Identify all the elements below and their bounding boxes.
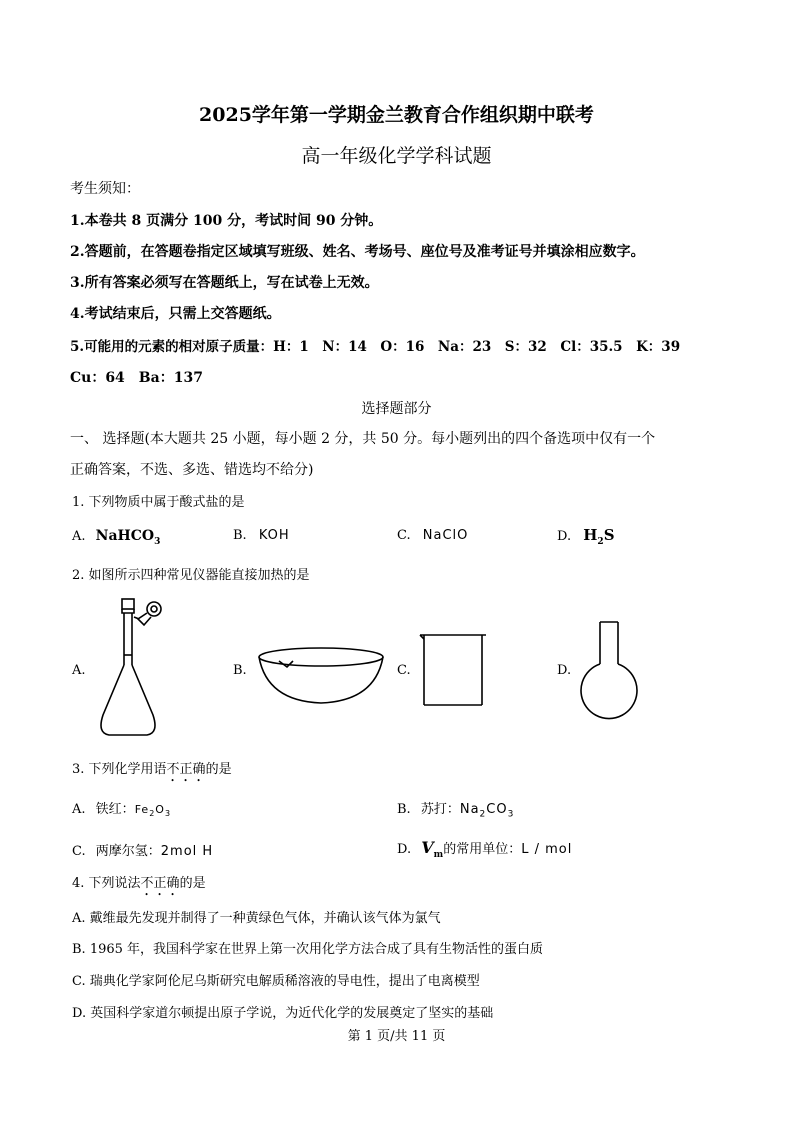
q3-emphasis: 不正确 bbox=[166, 762, 206, 777]
exam-subtitle: 高一年级化学学科试题 bbox=[301, 145, 492, 167]
notice-item-1: 1.本卷共 8 页满分 100 分，考试时间 90 分钟。 bbox=[70, 213, 383, 229]
page-footer: 第 1 页/共 11 页 bbox=[347, 1029, 446, 1044]
q2-stem: 2. 如图所示四种常见仪器能直接加热的是 bbox=[72, 568, 310, 583]
atomic-masses-line2: Cu：64 Ba：137 bbox=[70, 370, 203, 386]
q4-option-c: C. 瑞典化学家阿伦尼乌斯研究电解质稀溶液的导电性，提出了电离模型 bbox=[72, 974, 480, 989]
q2-label-a: A. bbox=[72, 663, 86, 678]
evaporating-dish-icon bbox=[257, 645, 385, 707]
q3-option-b: B. 苏打：$Na_2CO_3$ bbox=[397, 802, 515, 820]
notice-item-3: 3.所有答案必须写在答题纸上，写在试卷上无效。 bbox=[70, 275, 379, 291]
q4-emphasis: 不正确 bbox=[140, 876, 180, 891]
q4-option-d: D. 英国科学家道尔顿提出原子学说，为近代化学的发展奠定了坚实的基础 bbox=[72, 1006, 494, 1021]
q1-stem: 1. 下列物质中属于酸式盐的是 bbox=[72, 495, 245, 510]
q3-option-a: A. 铁红：$Fe_2O_3$ bbox=[72, 802, 172, 819]
q3-option-d: D. $V_m$的常用单位：L / mol bbox=[397, 838, 573, 861]
q3-option-c: C. 两摩尔氢：2mol H bbox=[72, 844, 214, 859]
q4-option-a: A. 戴维最先发现并制得了一种黄绿色气体，并确认该气体为氯气 bbox=[72, 911, 441, 926]
q3-b-formula: $Na_2CO_3$ bbox=[459, 802, 515, 820]
q3-stem: 3. 下列化学用语不正确的是 bbox=[72, 762, 232, 777]
notice-heading: 考生须知： bbox=[70, 181, 140, 197]
round-bottom-flask-icon bbox=[580, 620, 640, 724]
exam-title: 2025学年第一学期金兰教育合作组织期中联考 bbox=[199, 104, 594, 126]
beaker-icon bbox=[418, 633, 490, 709]
notice-item-2: 2.答题前，在答题卷指定区域填写班级、姓名、考场号、座位号及准考证号并填涂相应数字。 bbox=[70, 244, 645, 260]
section-title: 选择题部分 bbox=[361, 401, 432, 417]
q1-a-formula: NaHCO$_3$ bbox=[95, 528, 161, 547]
notice-item-4: 4.考试结束后，只需上交答题纸。 bbox=[70, 306, 281, 322]
q3-d-formula: L / mol bbox=[521, 842, 573, 857]
q1-option-d: D. $H_2S$ bbox=[557, 526, 615, 547]
q3-a-formula: $Fe_2O_3$ bbox=[134, 803, 172, 819]
q2-label-b: B. bbox=[233, 663, 247, 678]
q2-label-c: C. bbox=[397, 663, 411, 678]
q3-d-symbol: $V_m$ bbox=[421, 838, 444, 861]
q4-option-b: B. 1965 年，我国科学家在世界上第一次用化学方法合成了具有生物活性的蛋白质 bbox=[72, 942, 544, 957]
atomic-masses-line1: 5.可能用的元素的相对原子质量：H：1 N：14 O：16 Na：23 S：32 Cl：35.5 K：39 bbox=[70, 339, 681, 355]
volumetric-flask-icon bbox=[95, 597, 185, 747]
q2-label-d: D. bbox=[557, 663, 572, 678]
q3-c-formula: 2mol H bbox=[160, 844, 214, 859]
q1-option-c: C. NaClO bbox=[397, 528, 469, 543]
q4-stem: 4. 下列说法不正确的是 bbox=[72, 876, 206, 891]
section-intro-line2: 正确答案，不选、多选、错选均不给分) bbox=[70, 462, 314, 478]
q1-option-b: B. KOH bbox=[233, 528, 290, 543]
q1-option-a: A. NaHCO$_3$ bbox=[72, 528, 161, 547]
q1-c-formula: NaClO bbox=[422, 528, 469, 543]
section-intro-line1: 一、 选择题(本大题共 25 小题，每小题 2 分，共 50 分。每小题列出的四个备选项中仅有一个 bbox=[70, 431, 656, 447]
q1-d-formula: $H_2S$ bbox=[583, 526, 615, 547]
q1-b-formula: KOH bbox=[258, 528, 290, 543]
